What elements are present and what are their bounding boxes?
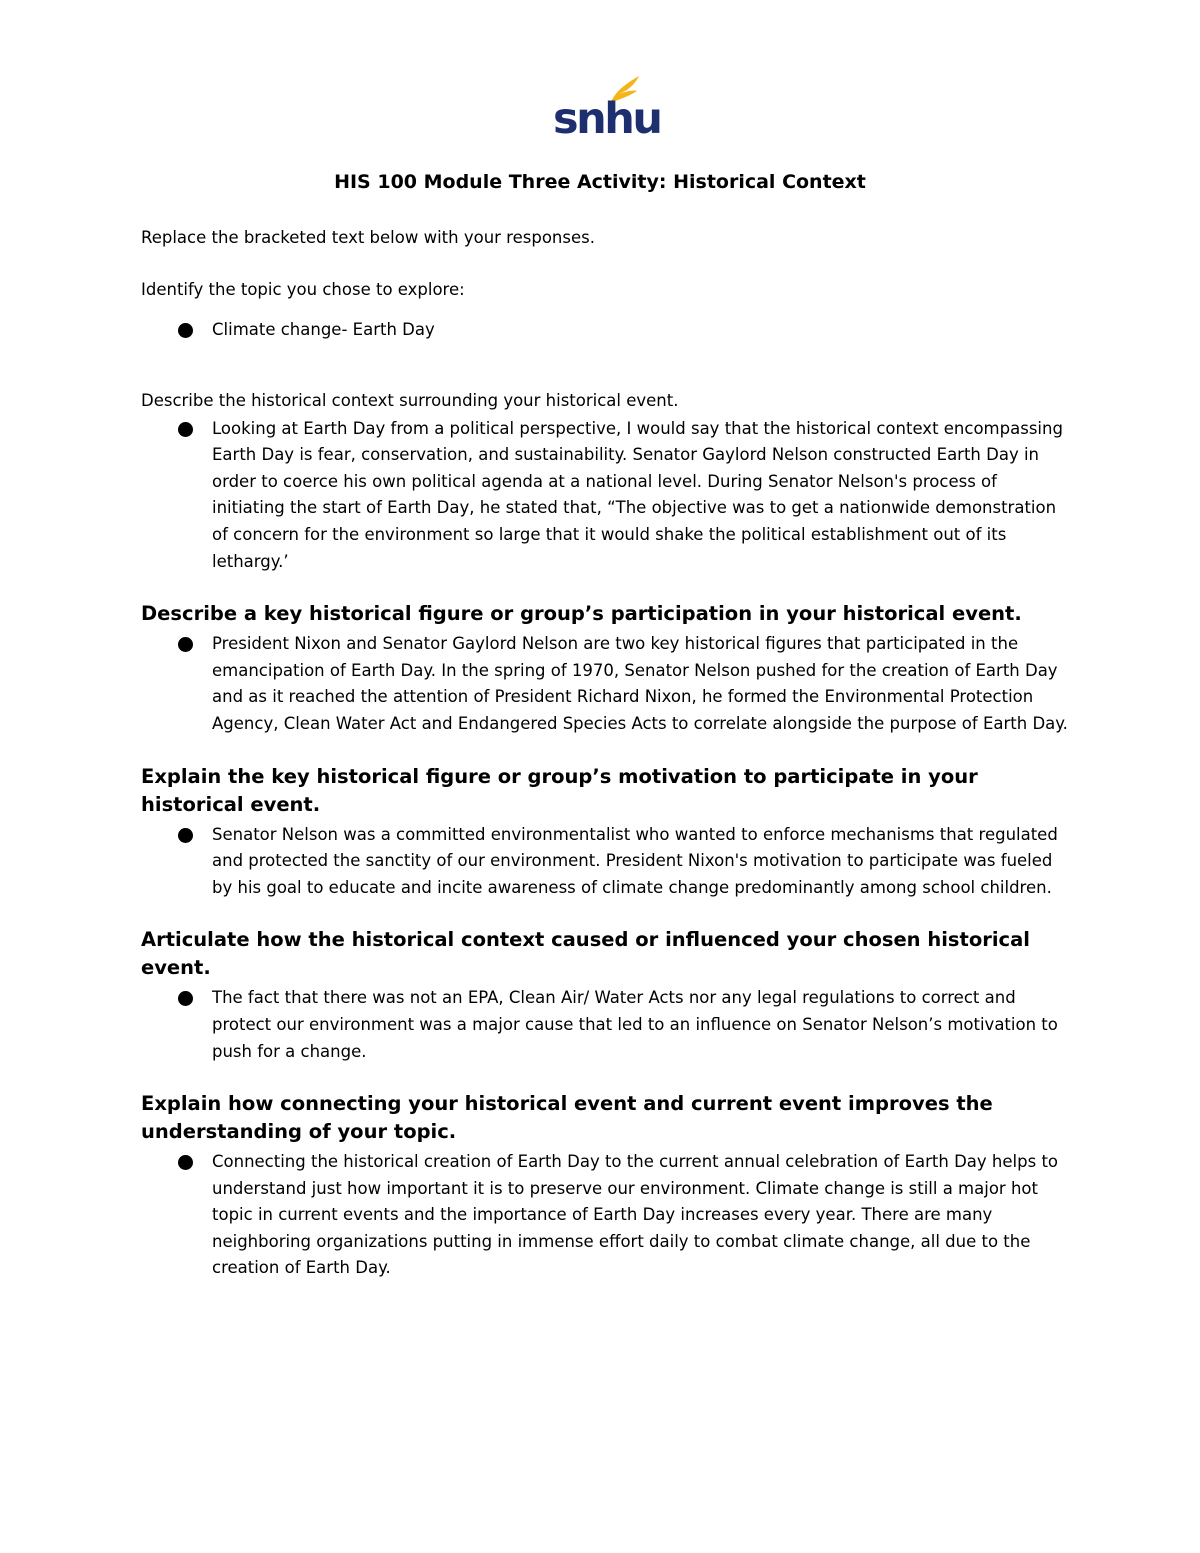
section-heading-influence: Articulate how the historical context caused or influenced your chosen historical event.	[141, 928, 1030, 980]
list-item	[212, 822, 1071, 902]
motivation-answer: Senator Nelson was a committed environmentalist who wanted to enforce mechanisms that regulated and protected the sanctity of our environment. President Nixon's motivation to participate was fueled by his goal to educate and incite awareness of climate change predominantly among school children.	[212, 824, 1058, 897]
participation-answer-list	[141, 631, 1071, 737]
logo-wordmark: snhu	[553, 94, 661, 144]
motivation-answer-list	[141, 822, 1071, 902]
snhu-logo	[553, 74, 661, 144]
bullet-icon	[178, 828, 193, 843]
document-title: HIS 100 Module Three Activity: Historical Context	[334, 171, 866, 193]
bullet-icon	[178, 991, 193, 1006]
list-item	[212, 317, 1071, 344]
context-prompt: Describe the historical context surrounding your historical event.	[141, 390, 679, 410]
bullet-icon	[178, 323, 193, 338]
topic-answer: Climate change- Earth Day	[212, 320, 435, 339]
section-heading-motivation: Explain the key historical figure or group’s motivation to participate in your historical event.	[141, 764, 978, 816]
bullet-icon	[178, 422, 193, 437]
document-body	[141, 224, 1071, 1282]
topic-answer-list	[141, 317, 1071, 344]
context-answer: Looking at Earth Day from a political perspective, I would say that the historical context encompassing Earth Day is fear, conservation, and sustainability. Senator Gaylord Nelson constructed Earth Day in order to coerce his own political agenda at a national level. During Senator Nelson's process of initiating the start of Earth Day, he stated that, “The objective was to get a nationwide demonstration of concern for the environment so large that it would shake the political establishment out of its lethargy.’	[212, 418, 1063, 571]
section-heading-participation: Describe a key historical figure or group’s participation in your historical event.	[141, 602, 1022, 626]
participation-answer: President Nixon and Senator Gaylord Nelson are two key historical figures that participated in the emancipation of Earth Day. In the spring of 1970, Senator Nelson pushed for the creation of Earth Day and as it reached the attention of President Richard Nixon, he formed the Environmental Protection Agency, Clean Water Act and Endangered Species Acts to correlate alongside the purpose of Earth Day.	[212, 634, 1068, 733]
list-item	[212, 416, 1071, 576]
list-item	[212, 985, 1071, 1065]
topic-prompt: Identify the topic you chose to explore:	[141, 280, 465, 299]
influence-answer: The fact that there was not an EPA, Clean Air/ Water Acts nor any legal regulations to correct and protect our environment was a major cause that led to an influence on Senator Nelson’s motivation to push for a change.	[212, 988, 1058, 1061]
context-answer-list	[141, 416, 1071, 576]
list-item	[212, 1149, 1071, 1282]
connection-answer: Connecting the historical creation of Earth Day to the current annual celebration of Earth Day helps to understand just how important it is to preserve our environment. Climate change is still a major hot topic in current events and the importance of Earth Day increases every year. There are many neighboring organizations putting in immense effort daily to combat climate change, all due to the creation of Earth Day.	[212, 1152, 1059, 1278]
instruction-text: Replace the bracketed text below with your responses.	[141, 228, 595, 247]
bullet-icon	[178, 637, 193, 652]
bullet-icon	[178, 1155, 193, 1170]
section-heading-connection: Explain how connecting your historical event and current event improves the understanding of your topic.	[141, 1092, 993, 1144]
list-item	[212, 631, 1071, 737]
connection-answer-list	[141, 1149, 1071, 1282]
influence-answer-list	[141, 985, 1071, 1065]
